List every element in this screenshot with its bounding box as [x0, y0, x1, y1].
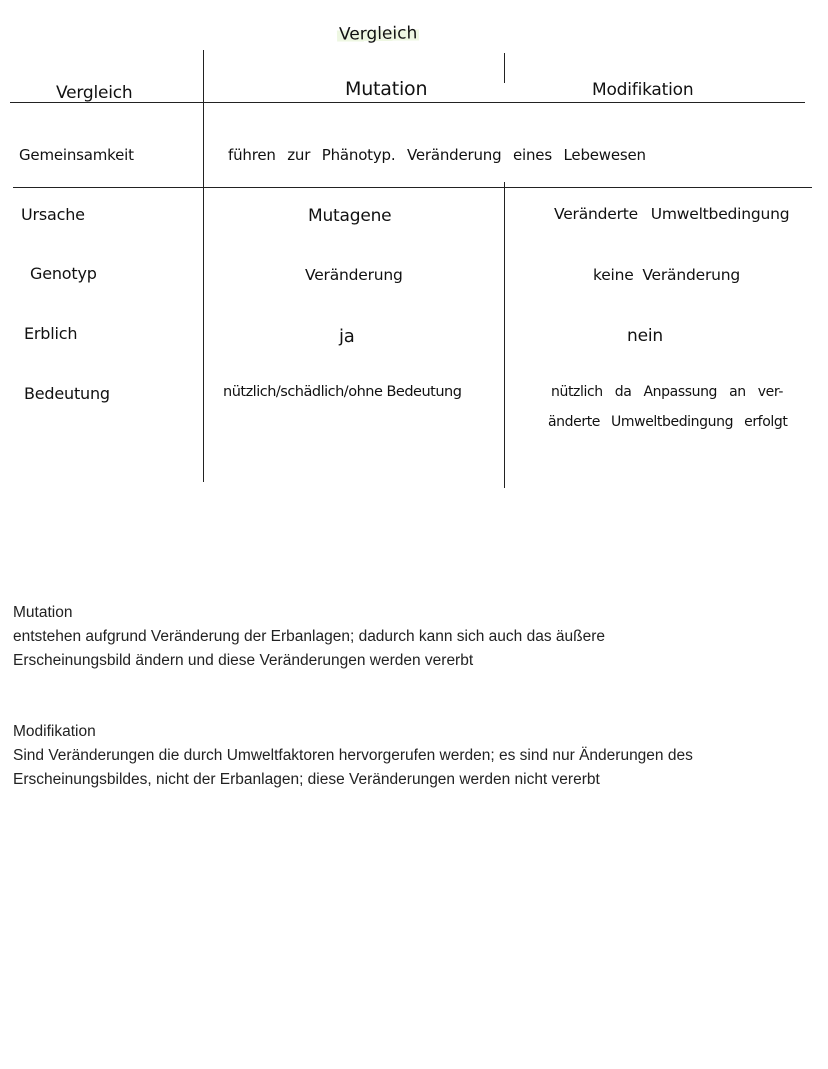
note-text-line: Erscheinungsbildes, nicht der Erbanlagen; diese Veränderungen werden nicht vererbt — [13, 771, 600, 788]
header-modifikation: Modifikation — [592, 80, 694, 100]
row-label-gemeinsamkeit: Gemeinsamkeit — [19, 146, 134, 164]
shared-row-divider — [13, 187, 812, 188]
note-text-line: Sind Veränderungen die durch Umweltfaktoren hervorgerufen werden; es sind nur Änderungen des — [13, 747, 693, 764]
row-label-ursache: Ursache — [21, 205, 85, 224]
header-tick — [504, 53, 505, 83]
note-mutation — [13, 601, 605, 673]
header-mutation: Mutation — [345, 78, 428, 100]
note-modifikation — [13, 720, 693, 792]
cell-genotyp-modifikation: keine Veränderung — [593, 266, 741, 284]
cell-bedeutung-mutation: nützlich/schädlich/ohne Bedeutung — [223, 384, 462, 400]
page-title: Vergleich — [338, 23, 418, 45]
note-heading: Modifikation — [13, 723, 96, 740]
right-column-divider — [504, 182, 505, 488]
cell-ursache-modifikation: Veränderte Umweltbedingung — [554, 205, 790, 223]
cell-ursache-mutation: Mutagene — [308, 206, 392, 226]
cell-genotyp-mutation: Veränderung — [305, 266, 403, 284]
row-label-erblich: Erblich — [24, 324, 78, 343]
cell-bedeutung-modifikation-line1: nützlich da Anpassung an ver- — [551, 384, 783, 400]
row-label-genotyp: Genotyp — [30, 264, 97, 283]
header-vergleich: Vergleich — [56, 83, 133, 103]
note-heading: Mutation — [13, 604, 73, 621]
cell-erblich-modifikation: nein — [627, 326, 663, 346]
note-text-line: Erscheinungsbild ändern und diese Veränderungen werden vererbt — [13, 652, 474, 669]
cell-bedeutung-modifikation-line2: änderte Umweltbedingung erfolgt — [548, 414, 788, 430]
left-column-divider — [203, 50, 204, 482]
cell-erblich-mutation: ja — [339, 326, 355, 347]
row-label-bedeutung: Bedeutung — [24, 384, 110, 403]
note-text-line: entstehen aufgrund Veränderung der Erbanlagen; dadurch kann sich auch das äußere — [13, 628, 606, 645]
shared-row-text: führen zur Phänotyp. Veränderung eines Lebewesen — [228, 146, 646, 164]
